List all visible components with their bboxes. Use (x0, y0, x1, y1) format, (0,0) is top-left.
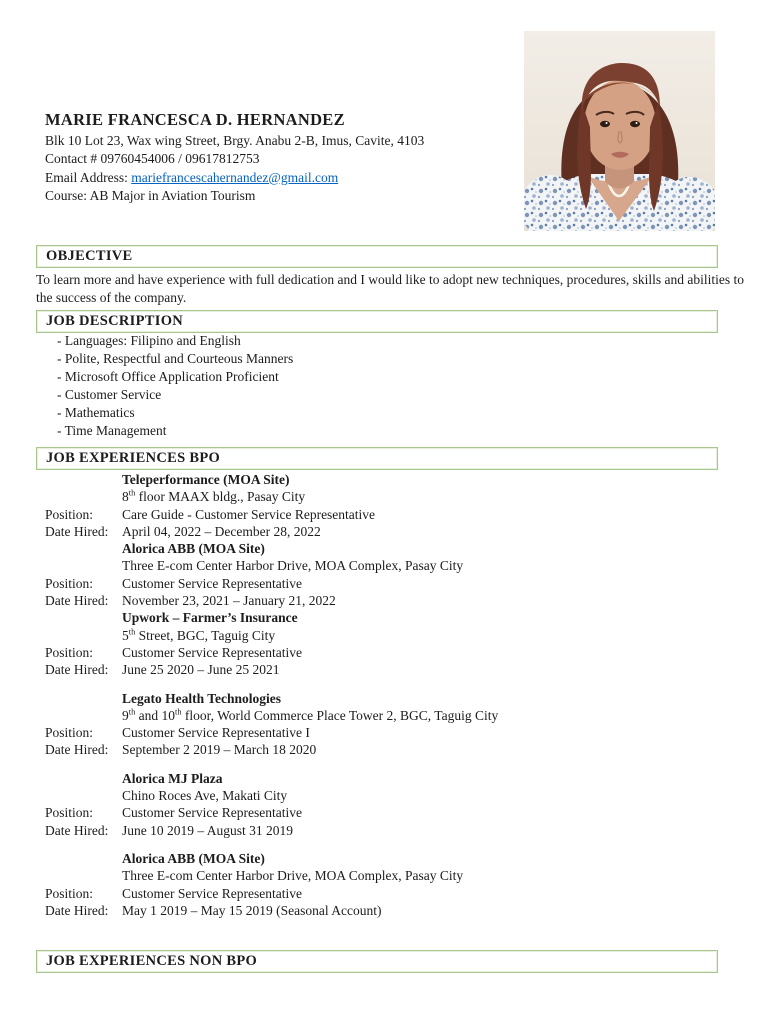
job-entry (36, 609, 736, 678)
entry-position-label: Position: (45, 885, 94, 901)
entry-position-label: Position: (45, 725, 94, 741)
entry-company: Alorica ABB (MOA Site) (122, 850, 265, 866)
entry-company: Legato Health Technologies (122, 690, 282, 706)
section-title: JOB DESCRIPTION (46, 313, 184, 329)
entry-position-label: Position: (45, 805, 94, 821)
section-title: OBJECTIVE (46, 248, 133, 264)
entry-date-label: Date Hired: (45, 593, 109, 609)
entry-position-value: Customer Service Representative (122, 644, 302, 660)
entry-position-row (36, 724, 736, 741)
section-header-objective (36, 245, 718, 268)
entry-position-row (36, 644, 736, 661)
job-entry (36, 690, 736, 759)
entry-position-label: Position: (45, 575, 94, 591)
entry-position-row (36, 885, 736, 902)
entry-position-label: Position: (45, 644, 94, 660)
course-line: Course: AB Major in Aviation Tourism (45, 187, 256, 203)
job-description-item: - Customer Service (57, 387, 162, 402)
entry-position-value: Customer Service Representative (122, 575, 302, 591)
entry-position-row (36, 575, 736, 592)
entry-position-value: Care Guide - Customer Service Representative (122, 506, 376, 522)
job-description-list (57, 332, 657, 440)
entry-date-row (36, 523, 736, 540)
entry-company: Upwork – Farmer’s Insurance (122, 610, 298, 626)
section-header-job-experiences-non-bpo (36, 950, 718, 973)
job-entry (36, 471, 736, 540)
section-header-job-experiences-bpo (36, 447, 718, 470)
entry-date-label: Date Hired: (45, 902, 109, 918)
entry-date-label: Date Hired: (45, 822, 109, 838)
entry-date-value: May 1 2019 – May 15 2019 (Seasonal Account) (122, 902, 382, 918)
entry-address: Chino Roces Ave, Makati City (122, 788, 288, 804)
job-description-item: - Microsoft Office Application Proficient (57, 369, 279, 384)
applicant-photo (524, 31, 715, 231)
entry-address: 8th floor MAAX bldg., Pasay City (122, 488, 306, 505)
entry-address: 9th and 10th floor, World Commerce Place Tower 2, BGC, Taguig City (122, 707, 499, 723)
entry-date-value: September 2 2019 – March 18 2020 (122, 742, 317, 758)
entry-date-row (36, 741, 736, 758)
job-description-item: - Mathematics (57, 405, 135, 420)
address-line: Blk 10 Lot 23, Wax wing Street, Brgy. Anabu 2-B, Imus, Cavite, 4103 (45, 133, 425, 148)
job-entry (36, 850, 736, 919)
entry-date-row (36, 902, 736, 919)
entry-date-row (36, 661, 736, 678)
entry-company: Alorica MJ Plaza (122, 770, 223, 786)
person-name: MARIE FRANCESCA D. HERNANDEZ (45, 110, 345, 129)
email-line (45, 169, 515, 187)
job-description-item: - Time Management (57, 423, 167, 438)
email-link[interactable]: mariefrancescahernandez@gmail.com (131, 169, 339, 185)
job-entry (36, 770, 736, 839)
entry-date-label: Date Hired: (45, 662, 109, 678)
resume-header (45, 108, 515, 205)
objective-text: To learn more and have experience with full dedication and I would like to adopt new techniques, procedures, skills and abilities to the success of the company. (36, 272, 744, 305)
entry-position-value: Customer Service Representative I (122, 725, 310, 741)
entry-date-label: Date Hired: (45, 742, 109, 758)
entry-position-label: Position: (45, 506, 94, 522)
section-title: JOB EXPERIENCES NON BPO (46, 953, 258, 969)
entry-address: 5th Street, BGC, Taguig City (122, 627, 276, 643)
entry-address: Three E-com Center Harbor Drive, MOA Complex, Pasay City (122, 558, 464, 574)
entry-date-label: Date Hired: (45, 523, 109, 539)
entry-company: Alorica ABB (MOA Site) (122, 541, 265, 557)
job-description-item: - Polite, Respectful and Courteous Manners (57, 351, 294, 366)
bpo-entries (36, 471, 736, 919)
entry-address: Three E-com Center Harbor Drive, MOA Complex, Pasay City (122, 868, 464, 884)
email-label: Email Address: (45, 169, 132, 185)
entry-date-value: April 04, 2022 – December 28, 2022 (122, 523, 321, 539)
entry-position-row (36, 804, 736, 821)
entry-position-value: Customer Service Representative (122, 805, 302, 821)
entry-company: Teleperformance (MOA Site) (122, 472, 290, 487)
entry-date-row (36, 822, 736, 839)
job-entry (36, 540, 736, 609)
entry-date-row (36, 592, 736, 609)
entry-date-value: June 10 2019 – August 31 2019 (122, 822, 294, 838)
section-title: JOB EXPERIENCES BPO (46, 450, 221, 466)
entry-position-row (36, 506, 736, 523)
job-description-item: - Languages: Filipino and English (57, 333, 241, 348)
section-header-job-description (36, 310, 718, 333)
entry-date-value: June 25 2020 – June 25 2021 (122, 662, 280, 678)
entry-date-value: November 23, 2021 – January 21, 2022 (122, 593, 336, 609)
entry-position-value: Customer Service Representative (122, 885, 302, 901)
contact-line: Contact # 09760454006 / 09617812753 (45, 151, 260, 167)
